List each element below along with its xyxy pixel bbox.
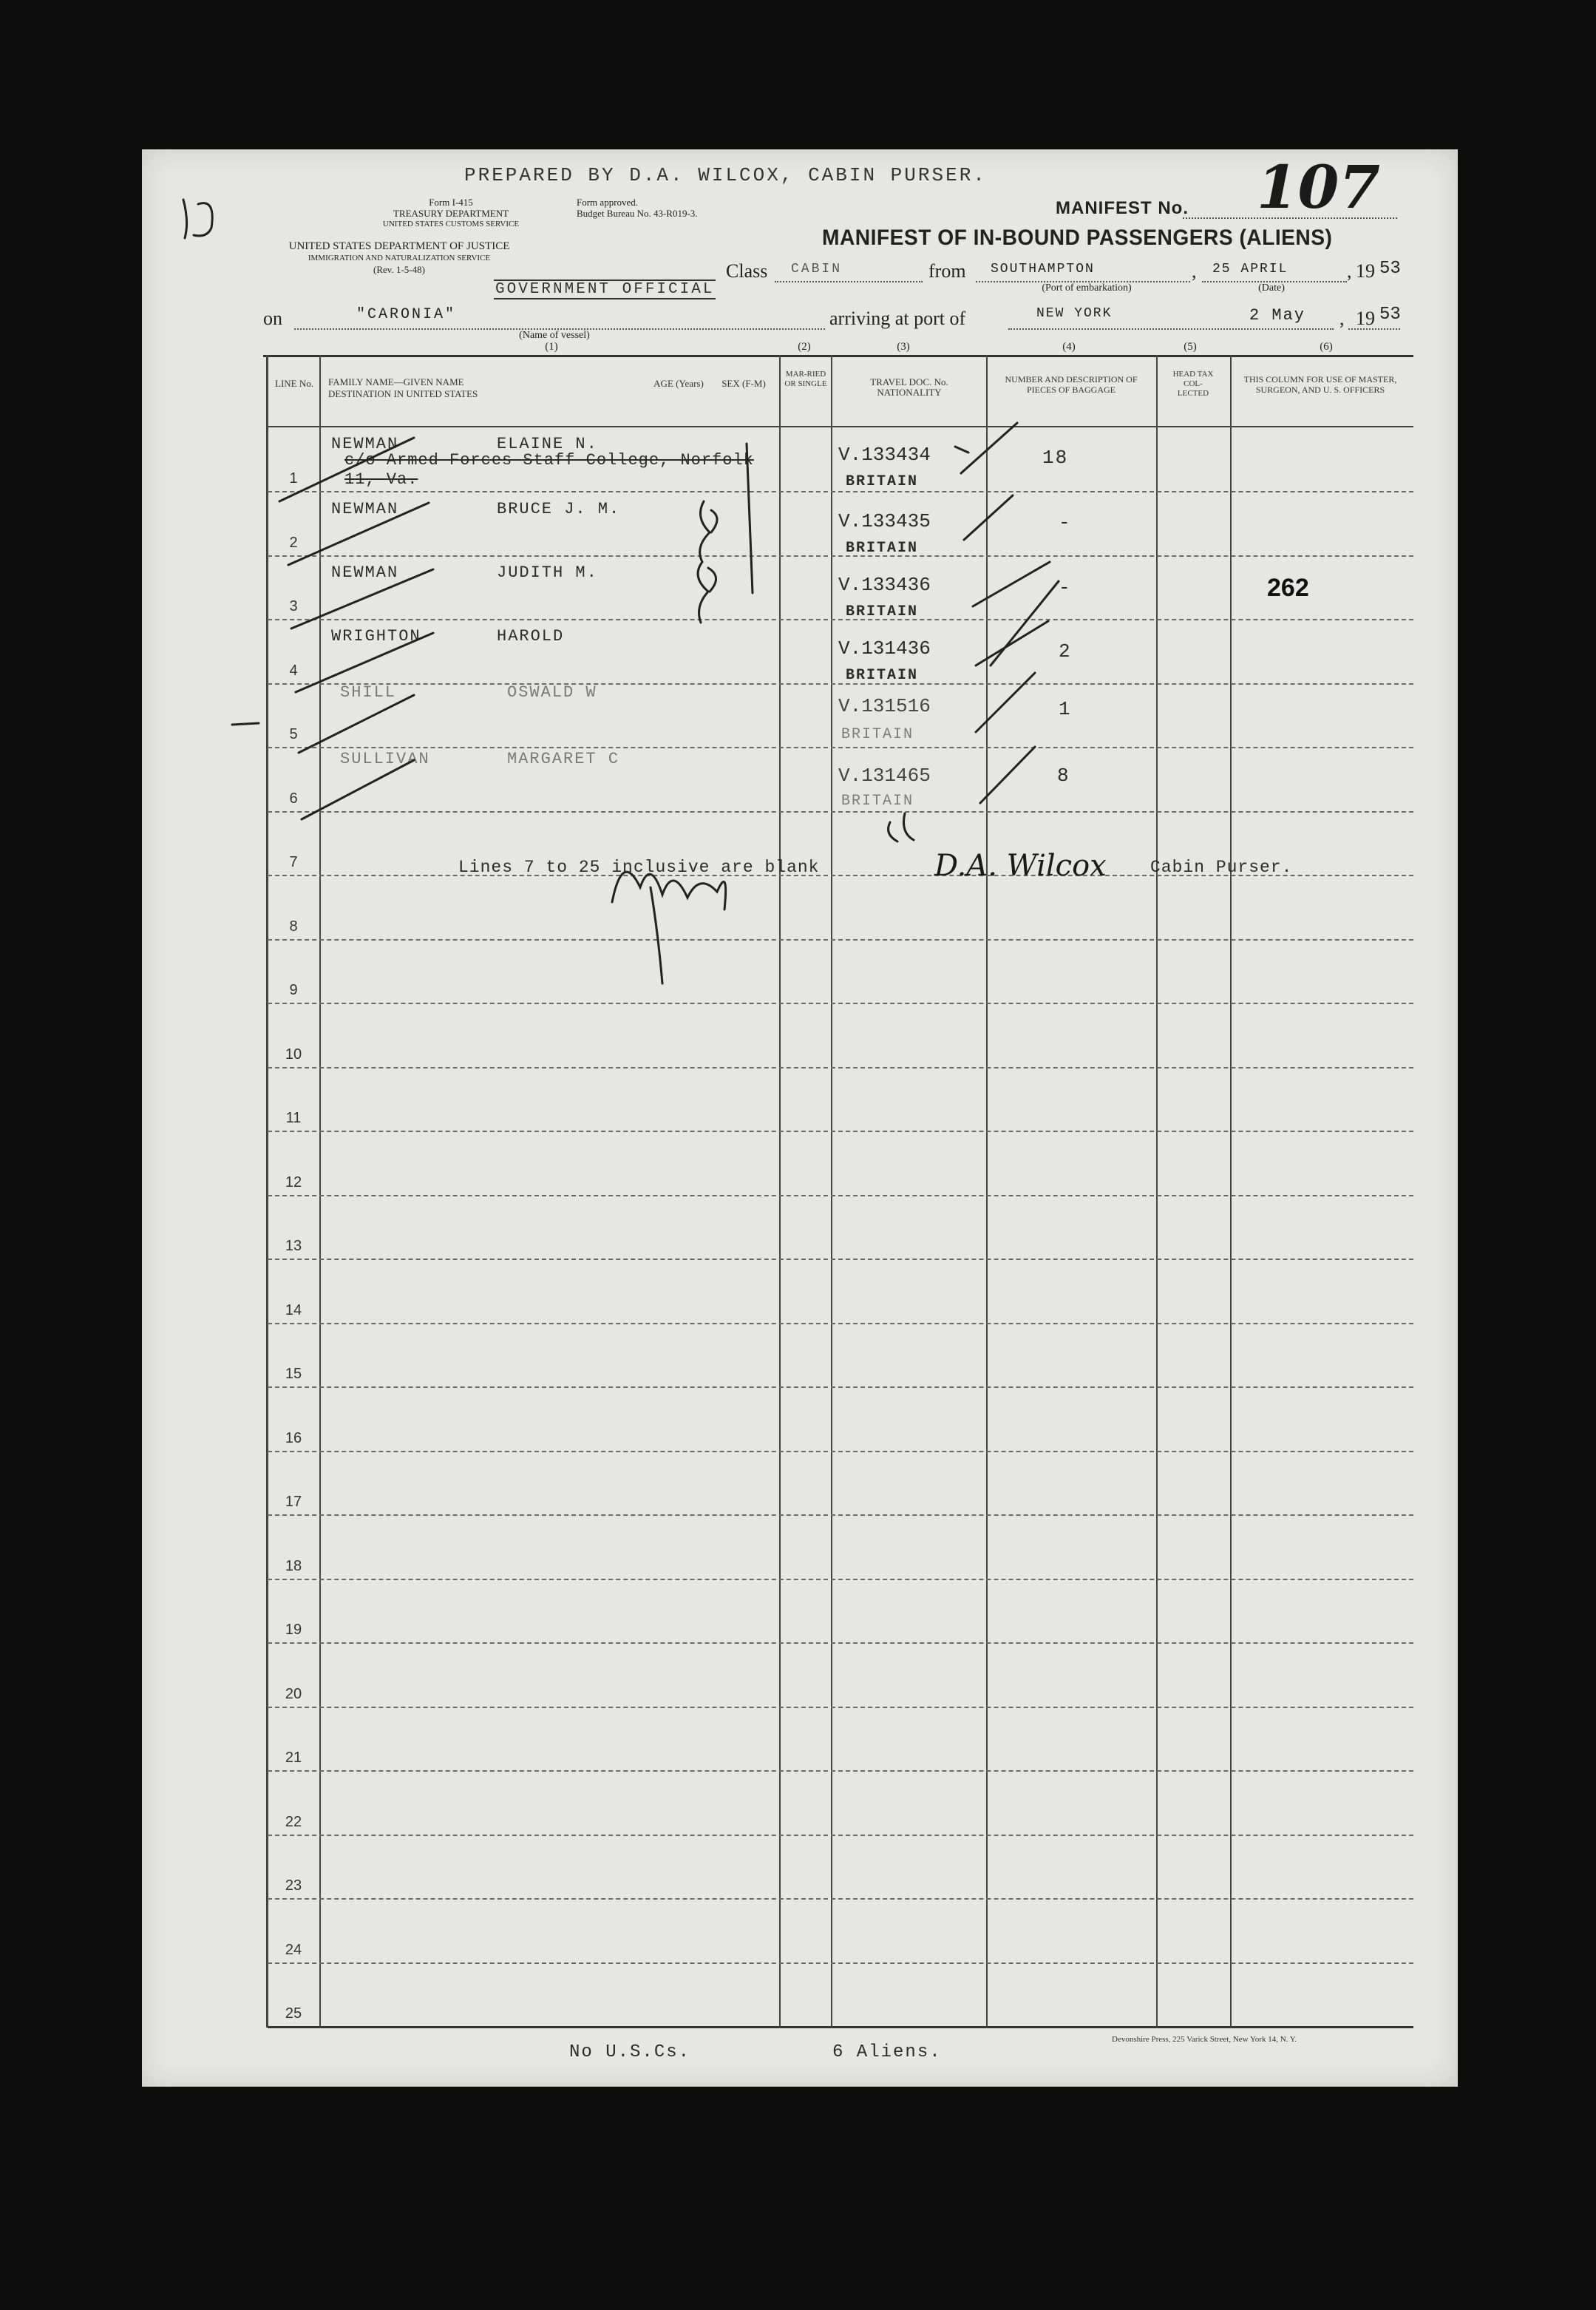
line-number: 21 (285, 1750, 302, 1766)
line-number: 9 (289, 982, 298, 998)
col-header-line-no: LINE No. (275, 378, 313, 389)
col-num-3: (3) (897, 341, 910, 353)
col-divider-married (831, 355, 832, 2028)
passenger-5-given: OSWALD W (507, 683, 597, 702)
arriving-label: arriving at port of (829, 308, 966, 329)
customs-service: UNITED STATES CUSTOMS SERVICE (382, 220, 520, 228)
arrival-date: 2 May (1249, 306, 1306, 325)
line-number: 14 (285, 1302, 302, 1318)
passenger-2-nationality: BRITAIN (846, 540, 919, 557)
class-label: Class (726, 260, 768, 282)
purser-title: Cabin Purser. (1150, 858, 1293, 877)
line-number: 19 (285, 1622, 302, 1638)
row-divider (268, 1195, 1413, 1196)
passenger-3-nationality: BRITAIN (846, 603, 919, 620)
doj-label: UNITED STATES DEPARTMENT OF JUSTICE (288, 240, 510, 252)
passenger-4-given: HAROLD (497, 627, 565, 646)
col-header-married: MAR-RIED OR SINGLE (784, 370, 827, 388)
class-value: CABIN (791, 262, 843, 277)
row-divider (268, 811, 1413, 813)
row-divider (268, 1642, 1413, 1644)
col-divider-name (779, 355, 781, 2028)
row-divider (268, 1707, 1413, 1708)
form-number: Form I-415 (429, 197, 473, 208)
date-embark: 25 APRIL (1212, 262, 1288, 277)
passenger-1-destination: c/o Armed Forces Staff College, Norfolk 11, Va. (344, 451, 754, 489)
table-left-border (266, 355, 268, 2028)
table-top-border (263, 355, 1413, 357)
line-number: 11 (285, 1110, 302, 1126)
manifest-number: 107 (1257, 152, 1380, 222)
row-divider (268, 1451, 1413, 1452)
port-of-embarkation: SOUTHAMPTON (991, 262, 1095, 277)
row-divider (268, 1067, 1413, 1068)
passenger-1-nationality: BRITAIN (846, 473, 919, 490)
arrival-port: NEW YORK (1036, 306, 1113, 321)
passenger-2-baggage: - (1059, 512, 1072, 534)
year-arrival: 53 (1379, 305, 1401, 325)
form-approved: Form approved. (577, 197, 639, 208)
row-divider (268, 555, 1413, 557)
col-num-4: (4) (1062, 341, 1076, 353)
passenger-5-baggage: 1 (1059, 698, 1072, 720)
year-prefix-arrival: 19 (1356, 308, 1375, 329)
comma: , (1339, 308, 1345, 329)
ins-label: IMMIGRATION AND NATURALIZATION SERVICE (308, 254, 491, 262)
revision-date: (Rev. 1-5-48) (373, 264, 425, 275)
line-number: 18 (285, 1558, 302, 1574)
col-header-baggage: NUMBER AND DESCRIPTION OF PIECES OF BAGGAGE (1005, 374, 1138, 395)
passenger-1-given: ELAINE N. (497, 435, 598, 453)
budget-bureau: Budget Bureau No. 43-R019-3. (577, 208, 698, 219)
table-header-bottom (268, 426, 1413, 427)
passenger-3-officer-note: 262 (1267, 574, 1309, 602)
line-number: 16 (285, 1430, 302, 1446)
year-embark: 53 (1379, 259, 1401, 279)
row-divider (268, 1835, 1413, 1836)
line-number: 8 (289, 918, 298, 935)
line-number: 10 (285, 1046, 302, 1063)
table-bottom-border (268, 2026, 1413, 2028)
passenger-6-nationality: BRITAIN (841, 793, 914, 810)
col-header-travel-doc: TRAVEL DOC. No. NATIONALITY (870, 376, 948, 398)
row-divider (268, 1514, 1413, 1516)
arrival-port-line (1008, 328, 1334, 330)
passenger-4-baggage: 2 (1059, 640, 1072, 663)
row-divider (268, 1131, 1413, 1132)
col-header-age: AGE (Years) (653, 378, 704, 389)
passenger-5-nationality: BRITAIN (841, 726, 914, 743)
comma: , (1192, 260, 1197, 282)
port-embark-caption: (Port of embarkation) (1042, 282, 1132, 294)
passenger-4-family: WRIGHTON (331, 627, 421, 646)
line-number: 23 (285, 1877, 302, 1894)
line-number: 7 (289, 854, 298, 870)
purser-signature: D.A. Wilcox (934, 849, 1107, 883)
prepared-by-stamp: PREPARED BY D.A. WILCOX, CABIN PURSER. (464, 164, 987, 186)
passenger-1-family: NEWMAN (331, 435, 399, 453)
passenger-1-baggage: 18 (1042, 447, 1069, 469)
passenger-3-doc: V.133436 (838, 574, 931, 596)
year-prefix: 19 (1356, 260, 1375, 282)
passenger-2-given: BRUCE J. M. (497, 500, 621, 518)
row-divider (268, 1386, 1413, 1388)
passenger-6-doc: V.131465 (838, 765, 931, 787)
date-caption: (Date) (1258, 282, 1285, 294)
col-divider-line (319, 355, 321, 2028)
col-header-sex: SEX (F-M) (721, 378, 766, 389)
row-divider (268, 1898, 1413, 1900)
passenger-2-doc: V.133435 (838, 510, 931, 532)
on-label: on (263, 308, 282, 329)
vessel-caption: (Name of vessel) (519, 330, 590, 341)
footer-usc-count: No U.S.Cs. (569, 2042, 691, 2062)
comma: , (1347, 260, 1352, 282)
col-header-name: FAMILY NAME—GIVEN NAME (328, 376, 464, 387)
footer-aliens-count: 6 Aliens. (832, 2042, 942, 2062)
row-divider (268, 1579, 1413, 1580)
col-divider-doc (986, 355, 988, 2028)
line-number: 13 (285, 1238, 302, 1254)
line-number: 3 (289, 598, 298, 614)
line-number: 20 (285, 1686, 302, 1702)
col-header-officers: THIS COLUMN FOR USE OF MASTER, SURGEON, AND U. S. OFFICERS (1243, 374, 1397, 395)
col-header-head-tax: HEAD TAX COL-LECTED (1172, 370, 1214, 398)
col-num-6: (6) (1320, 341, 1333, 353)
passenger-3-given: JUDITH M. (497, 563, 598, 582)
government-official-stamp: GOVERNMENT OFFICIAL (495, 281, 715, 298)
passenger-3-family: NEWMAN (331, 563, 399, 582)
passenger-6-family: SULLIVAN (340, 750, 430, 768)
row-divider (268, 1003, 1413, 1004)
line-number: 2 (289, 535, 298, 551)
row-divider (268, 491, 1413, 492)
passenger-6-given: MARGARET C (507, 750, 620, 768)
line-number: 1 (289, 470, 298, 487)
line-number: 6 (289, 790, 298, 807)
passenger-6-baggage: 8 (1057, 765, 1070, 787)
line-number: 17 (285, 1494, 302, 1510)
row-divider (268, 939, 1413, 941)
passenger-5-family: SHILL (340, 683, 397, 702)
passenger-4-nationality: BRITAIN (846, 667, 919, 684)
class-line (775, 281, 923, 282)
row-divider (268, 1770, 1413, 1772)
from-label: from (928, 260, 966, 282)
row-divider (268, 747, 1413, 748)
manifest-title: MANIFEST OF IN-BOUND PASSENGERS (ALIENS) (822, 226, 1333, 250)
col-divider-baggage (1156, 355, 1158, 2028)
passenger-5-doc: V.131516 (838, 695, 931, 717)
passenger-2-family: NEWMAN (331, 500, 399, 518)
col-divider-headtax (1230, 355, 1232, 2028)
passenger-1-doc: V.133434 (838, 444, 931, 466)
row-divider (268, 1962, 1413, 1964)
treasury-department: TREASURY DEPARTMENT (393, 208, 509, 219)
col-header-destination: DESTINATION IN UNITED STATES (328, 388, 478, 399)
line-number: 5 (289, 726, 298, 742)
vessel-name: "CARONIA" (356, 306, 457, 323)
row-divider (268, 619, 1413, 620)
row-divider (268, 1259, 1413, 1260)
line-number: 24 (285, 1942, 302, 1958)
line-number: 12 (285, 1174, 302, 1190)
row-divider (268, 683, 1413, 685)
col-num-5: (5) (1184, 341, 1197, 353)
line-number: 22 (285, 1814, 302, 1830)
row-divider (268, 1323, 1413, 1324)
passenger-4-doc: V.131436 (838, 637, 931, 660)
line-number: 25 (285, 2005, 302, 2022)
printer-imprint: Devonshire Press, 225 Varick Street, New York 14, N. Y. (1112, 2035, 1297, 2044)
passenger-3-baggage: - (1059, 577, 1072, 599)
col-num-2: (2) (798, 341, 811, 353)
col-num-1: (1) (545, 341, 558, 353)
manifest-no-label: MANIFEST No. (1056, 198, 1189, 218)
blank-lines-note: Lines 7 to 25 inclusive are blank (458, 858, 820, 877)
line-number: 4 (289, 663, 298, 679)
line-number: 15 (285, 1366, 302, 1382)
